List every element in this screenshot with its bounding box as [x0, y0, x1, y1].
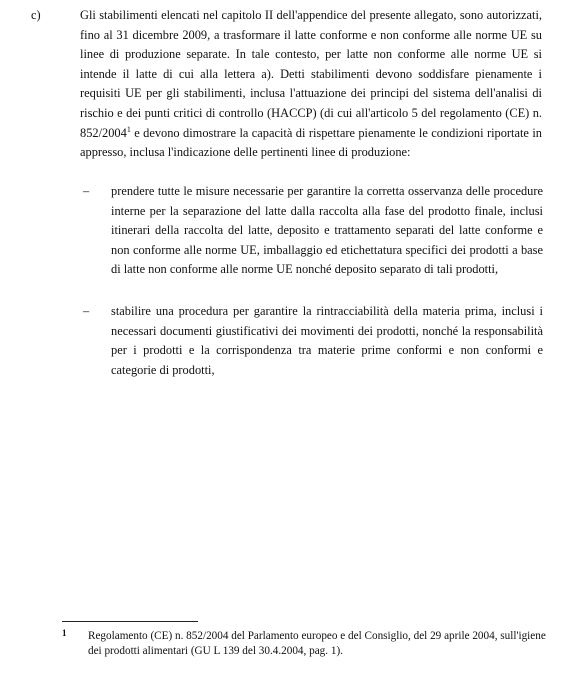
- footnote-reference: 1: [126, 124, 131, 134]
- list-item: prendere tutte le misure necessarie per garantire la corretta osservanza delle procedure interne per la separazione del latte dalla raccolta alla fase del prodotto finale, inclusi itinerari della raccolta del latte, deposito e trattamento separati del latte conforme e non conforme alle norme UE, imballaggio ed etichettatura specifici dei prodotti a base di latte non conforme alle norme UE nonché deposito separato di tali prodotti,: [111, 184, 543, 277]
- list-item-dash: –: [83, 184, 90, 198]
- list-item-dash: –: [83, 304, 90, 318]
- section-c-text-continued: e devono dimostrare la capacità di rispettare pienamente le condizioni riportate in appresso, inclusa l'indicazione delle pertinenti linee di produzione:: [80, 125, 542, 160]
- list-item: stabilire una procedura per garantire la rintracciabilità della materia prima, inclusi i necessari documenti giustificativi dei movimenti dei prodotti, nonché la responsabilità per i prodotti e la corrispondenza tra materie prime conformi e non conformi e categorie di prodotti,: [111, 304, 543, 377]
- footnote-text: Regolamento (CE) n. 852/2004 del Parlamento europeo e del Consiglio, del 29 aprile 2004, sull'igiene dei prodotti alimentari (GU L 139 del 30.4.2004, pag. 1).: [88, 630, 546, 658]
- footnote-divider: [62, 621, 198, 622]
- section-c-text: Gli stabilimenti elencati nel capitolo II dell'appendice del presente allegato, sono autorizzati, fino al 31 dicembre 2009, a trasformare il latte conforme e non conforme alle norme UE su linee di produzione separate. In tale contesto, per latte non conforme alle norme UE si intende il latte di cui alla lettera a). Detti stabilimenti devono soddisfare pienamente i requisiti UE per gli stabilimenti, inclusa l'attuazione dei principi del sistema dell'analisi di rischio e dei punti critici di controllo (HACCP) (di cui all'articolo 5 del regolamento (CE) n. 852/2004: [80, 8, 542, 140]
- section-marker-c: c): [31, 8, 41, 22]
- section-c-paragraph: [80, 6, 542, 163]
- footnote-marker: 1: [62, 628, 67, 638]
